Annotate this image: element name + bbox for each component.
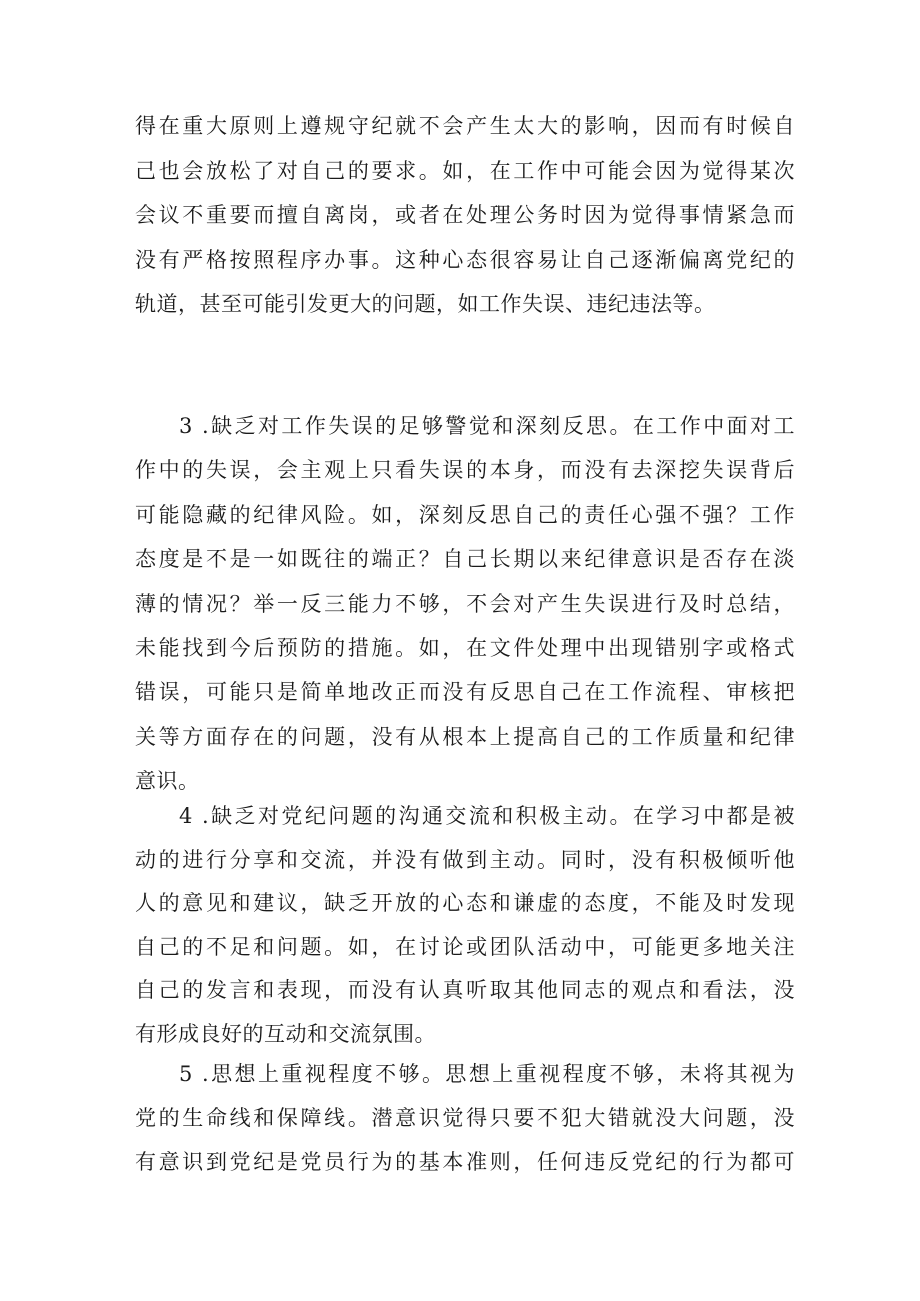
text-line: 自己的发言和表现，而没有认真听取其他同志的观点和看法，没 — [135, 978, 795, 1003]
text-line: 态度是不是一如既往的端正？自己长期以来纪律意识是否存在淡 — [135, 547, 795, 572]
text-line: 得在重大原则上遵规守纪就不会产生太大的影响，因而有时候自 — [135, 114, 795, 138]
text-line: 5 .思想上重视程度不够。思想上重视程度不够，未将其视为 — [179, 1062, 795, 1086]
text-line: 关等方面存在的问题，没有从根本上提高自己的工作质量和纪律 — [135, 724, 795, 749]
text-line: 错误，可能只是简单地改正而没有反思自己在工作流程、审核把 — [135, 680, 795, 705]
text-line: 没有严格按照程序办事。这种心态很容易让自己逐渐偏离党纪的 — [135, 247, 795, 272]
text-line: 有意识到党纪是党员行为的基本准则，任何违反党纪的行为都可 — [135, 1150, 795, 1174]
text-line: 会议不重要而擅自离岗，或者在处理公务时因为觉得事情紧急而 — [135, 203, 795, 227]
text-line: 4 .缺乏对党纪问题的沟通交流和积极主动。在学习中都是被 — [179, 804, 795, 828]
text-line: 党的生命线和保障线。潜意识觉得只要不犯大错就没大问题，没 — [135, 1106, 795, 1130]
text-line: 轨道，甚至可能引发更大的问题，如工作失误、违纪违法等。 — [135, 292, 716, 316]
text-line: 未能找到今后预防的措施。如，在文件处理中出现错别字或格式 — [135, 636, 795, 661]
text-line: 己也会放松了对自己的要求。如，在工作中可能会因为觉得某次 — [135, 158, 795, 183]
text-line: 动的进行分享和交流，并没有做到主动。同时，没有积极倾听他 — [135, 847, 795, 872]
text-line: 3 .缺乏对工作失误的足够警觉和深刻反思。在工作中面对工 — [179, 414, 795, 438]
text-line: 人的意见和建议，缺乏开放的心态和谦虚的态度，不能及时发现 — [135, 891, 795, 916]
text-line: 意识。 — [135, 769, 200, 794]
text-line: 薄的情况？举一反三能力不够，不会对产生失误进行及时总结， — [135, 591, 795, 616]
text-line: 作中的失误，会主观上只看失误的本身，而没有去深挖失误背后 — [135, 458, 795, 483]
paragraph-item-4 — [135, 795, 795, 1057]
text-line: 自己的不足和问题。如，在讨论或团队活动中，可能更多地关注 — [135, 934, 795, 959]
text-line: 可能隐藏的纪律风险。如，深刻反思自己的责任心强不强？工作 — [135, 502, 795, 527]
paragraph-item-3 — [135, 404, 795, 804]
text-line: 有形成良好的互动和交流氛围。 — [135, 1021, 436, 1046]
paragraph-item-5 — [135, 1052, 795, 1184]
paragraph-continuation — [135, 104, 795, 327]
